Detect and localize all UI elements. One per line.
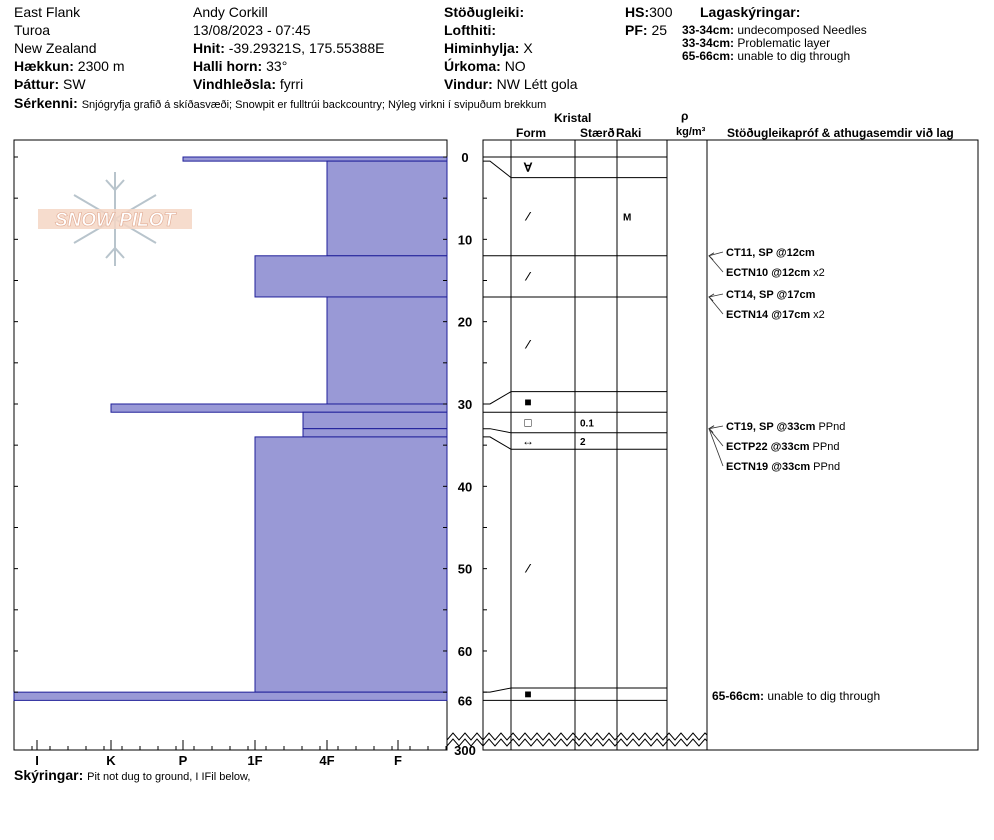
features-label: Sérkenni:	[14, 95, 78, 111]
depth-tick-label: 66	[457, 693, 473, 709]
col-tests: Stöðugleikapróf & athugasemdir við lag	[727, 126, 954, 140]
hardness-bar	[255, 437, 447, 692]
hardness-bar	[14, 692, 447, 700]
hardness-bar	[111, 404, 447, 412]
test-arrowhead	[709, 294, 714, 301]
hardness-bar	[303, 412, 447, 428]
layer-form: ∀	[523, 160, 533, 175]
test-code: ECTN10 @12cm	[726, 267, 811, 279]
layer-size: 0.1	[580, 418, 594, 430]
break-line	[447, 739, 707, 746]
pf-value: 25	[651, 22, 668, 38]
test-entry	[726, 421, 845, 433]
layer-moisture: M	[623, 212, 632, 224]
layer-form: ⁄	[526, 269, 530, 284]
test-entry	[726, 309, 825, 321]
layer-form: ■	[524, 687, 532, 702]
layer-form: □	[524, 415, 532, 430]
wind-load-label: Vindhleðsla:	[193, 76, 276, 92]
hardness-tick-label: 4F	[319, 753, 335, 768]
bottom-comment	[712, 689, 880, 703]
layer-form: ↔	[522, 434, 534, 449]
aspect-label: Þáttur:	[14, 76, 60, 92]
test-note: x2	[810, 309, 825, 321]
depth-tick-label: 0	[461, 150, 469, 165]
layer-size: 2	[580, 437, 586, 449]
legend-text: undecomposed Needles	[737, 23, 867, 37]
hardness-axis	[14, 740, 446, 768]
test-arrow	[709, 429, 723, 466]
layer-form: ⁄	[526, 209, 530, 224]
depth-tick-label: 40	[457, 479, 473, 495]
test-code: CT14, SP @17cm	[726, 289, 816, 301]
hardness-bar	[183, 157, 447, 161]
layer-form: ⁄	[526, 337, 530, 352]
col-form: Form	[516, 126, 546, 140]
precip-label: Úrkoma:	[444, 58, 501, 74]
hs-value: 300	[649, 4, 673, 20]
col-crystal: Kristal	[554, 111, 592, 125]
datetime: 13/08/2023 - 07:45	[193, 22, 311, 38]
depth-tick-label: 60	[457, 643, 473, 659]
wind-load-value: fyrri	[279, 76, 304, 92]
aspect-value: SW	[63, 76, 86, 92]
elevation-value: 2300 m	[77, 58, 125, 74]
legend-range: 33-34cm:	[682, 23, 735, 37]
test-note: PPnd	[810, 461, 841, 473]
layer-cells	[522, 160, 631, 701]
elevation-label: Hækkun:	[14, 58, 74, 74]
hardness-tick-label: P	[178, 753, 188, 768]
coords-value: -39.29321S, 175.55388E	[228, 40, 385, 56]
test-code: CT11, SP @12cm	[726, 247, 815, 259]
area: Turoa	[14, 22, 51, 38]
test-code: ECTP22 @33cm	[726, 441, 810, 453]
test-arrowhead	[709, 253, 714, 260]
slope-label: Halli horn:	[193, 58, 263, 74]
legend-title: Lagaskýringar:	[700, 4, 801, 20]
slope-value: 33°	[266, 58, 288, 74]
hardness-tick-label: F	[394, 753, 402, 768]
test-entry	[726, 441, 839, 453]
test-note: x2	[810, 267, 825, 279]
depth-tick-label: 30	[457, 396, 473, 412]
sky-value: X	[523, 40, 533, 56]
hardness-bar	[255, 256, 447, 297]
test-note: PPnd	[809, 441, 840, 453]
stability-tests	[709, 247, 880, 703]
layer-form: ⁄	[526, 561, 530, 576]
precip-value: NO	[504, 58, 526, 74]
test-code: ECTN14 @17cm	[726, 309, 811, 321]
sky-label: Himinhylja:	[444, 40, 520, 56]
test-entry	[726, 289, 816, 301]
hardness-bar	[327, 161, 447, 256]
break-line	[447, 733, 707, 740]
hardness-bar	[303, 429, 447, 437]
bottom-comment-range: 65-66cm:	[712, 689, 768, 703]
test-code: ECTN19 @33cm	[726, 461, 811, 473]
pf-label: PF:	[625, 22, 648, 38]
legend-range: 65-66cm:	[682, 49, 735, 63]
layer-form: ■	[524, 394, 532, 409]
features-value: Snjógryfja grafið á skíðasvæði; Snowpit er fulltrúi backcountry; Nýleg virkni í svipuðum brekkum	[81, 99, 547, 111]
col-moisture: Raki	[616, 126, 642, 140]
hardness-bar	[327, 297, 447, 404]
depth-tick-label: 50	[457, 561, 473, 577]
legend-text: Problematic layer	[737, 36, 831, 50]
logo-text: SNOW PILOT	[54, 210, 176, 231]
hs-label: HS:	[625, 4, 650, 20]
legend-text: unable to dig through	[737, 49, 851, 63]
test-note: PPnd	[815, 421, 846, 433]
depth-tick-label: 10	[457, 232, 473, 248]
wind-value: NW Létt gola	[496, 76, 578, 92]
location: East Flank	[14, 4, 81, 20]
col-density-unit: kg/m³	[676, 126, 706, 138]
depth-tick-label: 300	[454, 743, 476, 758]
footer	[14, 767, 250, 785]
test-arrow	[709, 252, 723, 256]
stability-label: Stöðugleiki:	[444, 4, 525, 20]
col-size: Stærð	[580, 126, 615, 140]
test-entry	[726, 461, 840, 473]
col-rho: ρ	[681, 109, 689, 123]
wind-label: Vindur:	[444, 76, 493, 92]
observer: Andy Corkill	[193, 4, 268, 20]
bottom-comment-text: unable to dig through	[767, 689, 881, 703]
footer-text: Pit not dug to ground, I IFil below,	[87, 771, 251, 783]
country: New Zealand	[14, 40, 97, 56]
snowpilot-logo	[38, 172, 192, 266]
test-entry	[726, 247, 815, 259]
coords-label: Hnit:	[193, 40, 225, 56]
hardness-tick-label: 1F	[247, 753, 263, 768]
depth-tick-label: 20	[457, 314, 473, 330]
hardness-bars	[14, 157, 447, 700]
test-entry	[726, 267, 825, 279]
air-temp-label: Lofthiti:	[444, 22, 497, 38]
legend-range: 33-34cm:	[682, 36, 735, 50]
hardness-tick-label: I	[35, 753, 39, 768]
footer-label: Skýringar:	[14, 767, 84, 783]
test-code: CT19, SP @33cm	[726, 421, 816, 433]
hardness-tick-label: K	[106, 753, 116, 768]
